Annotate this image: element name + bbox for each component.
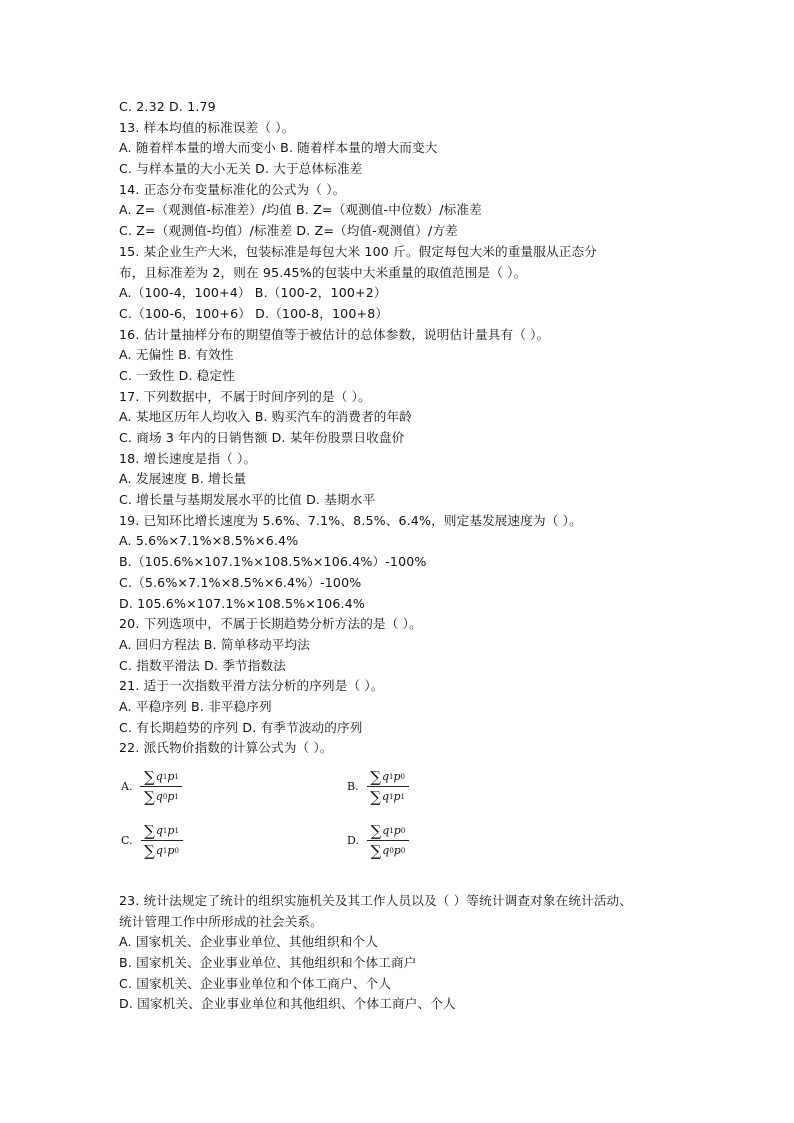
numerator: ∑ q 1 p 1 (144, 821, 179, 840)
question-block-top (119, 97, 719, 759)
fraction (367, 821, 409, 860)
text-line: A. 平稳序列 B. 非平稳序列 (119, 698, 272, 714)
text-line: C. 2.32 D. 1.79 (119, 99, 216, 114)
text-line: B.（105.6%×107.1%×108.5%×106.4%）-100% (119, 554, 427, 570)
option-letter: B. (347, 780, 359, 793)
formula-option-d (347, 821, 409, 860)
text-line: 22. 派氏物价指数的计算公式为（ ）。 (119, 740, 333, 756)
text-line: C. 增长量与基期发展水平的比值 D. 基期水平 (119, 492, 376, 508)
formula-options (119, 765, 719, 891)
fraction (367, 767, 409, 806)
text-line: 21. 适于一次指数平滑方法分析的序列是（ ）。 (119, 678, 384, 694)
text-line: C. 一致性 D. 稳定性 (119, 367, 236, 383)
text-line: A. Z=（观测值-标准差）/均值 B. Z=（观测值-中位数）/标准差 (119, 202, 482, 218)
text-line: 统计管理工作中所形成的社会关系。 (119, 913, 323, 929)
text-line: 18. 增长速度是指（ ）。 (119, 450, 257, 466)
formula-option-c (121, 821, 183, 860)
text-line: A. 回归方程法 B. 简单移动平均法 (119, 636, 311, 652)
option-letter: C. (121, 834, 133, 847)
denominator: ∑ q 1 p 1 (370, 787, 405, 806)
text-line: 15. 某企业生产大米，包装标准是每包大米 100 斤。假定每包大米的重量服从正态分 (119, 243, 597, 259)
text-line: C. 与样本量的大小无关 D. 大于总体标准差 (119, 161, 363, 177)
option-letter: D. (347, 834, 359, 847)
text-line: A. 5.6%×7.1%×8.5%×6.4% (119, 533, 299, 549)
text-line: 16. 估计量抽样分布的期望值等于被估计的总体参数，说明估计量具有（ ）。 (119, 326, 550, 342)
text-line: C. Z=（观测值-均值）/标准差 D. Z=（均值-观测值）/方差 (119, 223, 458, 239)
text-line: 14. 正态分布变量标准化的公式为（ ）。 (119, 181, 346, 197)
text-line: 13. 样本均值的标准误差（ ）。 (119, 119, 295, 135)
numerator: ∑ q 1 p 0 (370, 767, 405, 786)
text-line: A. 发展速度 B. 增长量 (119, 471, 247, 487)
fraction (141, 821, 183, 860)
text-line: 20. 下列选项中，不属于长期趋势分析方法的是（ ）。 (119, 616, 422, 632)
option-letter: A. (121, 780, 133, 793)
text-line: A. 无偏性 B. 有效性 (119, 347, 234, 363)
text-line: D. 国家机关、企业事业单位和其他组织、个体工商户、个人 (119, 996, 456, 1012)
fraction (140, 767, 182, 806)
formula-option-b (347, 767, 409, 806)
exam-page (119, 97, 719, 1015)
denominator: ∑ q 0 p 1 (144, 787, 179, 806)
numerator: ∑ q 1 p 1 (144, 767, 179, 786)
numerator: ∑ q 1 p 0 (370, 821, 406, 840)
text-line: A. 某地区历年人均收入 B. 购买汽车的消费者的年龄 (119, 409, 412, 425)
text-line: 19. 已知环比增长速度为 5.6%、7.1%、8.5%、6.4%，则定基发展速度为（ ）。 (119, 512, 582, 528)
text-line: 布，且标准差为 2，则在 95.45%的包装中大米重量的取值范围是（ ）。 (119, 264, 527, 280)
text-line: 23. 统计法规定了统计的组织实施机关及其工作人员以及（ ）等统计调查对象在统计活动、 (119, 893, 633, 908)
text-line: A.（100-4，100+4） B.（100-2，100+2） (119, 285, 387, 301)
question-block-bottom (119, 891, 719, 1015)
text-line: C. 商场 3 年内的日销售额 D. 某年份股票日收盘价 (119, 430, 405, 445)
text-line: C. 国家机关、企业事业单位和个体工商户、个人 (119, 975, 392, 991)
denominator: ∑ q 1 p 0 (144, 841, 179, 860)
text-line: A. 随着样本量的增大而变小 B. 随着样本量的增大而变大 (119, 140, 438, 156)
text-line: D. 105.6%×107.1%×108.5%×106.4% (119, 595, 365, 611)
text-line: C.（100-6，100+6） D.（100-8，100+8） (119, 305, 389, 321)
text-line: C. 指数平滑法 D. 季节指数法 (119, 657, 286, 673)
text-line: C. 有长期趋势的序列 D. 有季节波动的序列 (119, 719, 363, 735)
text-line: A. 国家机关、企业事业单位、其他组织和个人 (119, 934, 378, 950)
text-line: C.（5.6%×7.1%×8.5%×6.4%）-100% (119, 574, 362, 590)
formula-option-a (121, 767, 182, 806)
text-line: B. 国家机关、企业事业单位、其他组织和个体工商户 (119, 955, 417, 971)
denominator: ∑ q 0 p 0 (370, 841, 406, 860)
text-line: 17. 下列数据中，不属于时间序列的是（ ）。 (119, 388, 371, 404)
